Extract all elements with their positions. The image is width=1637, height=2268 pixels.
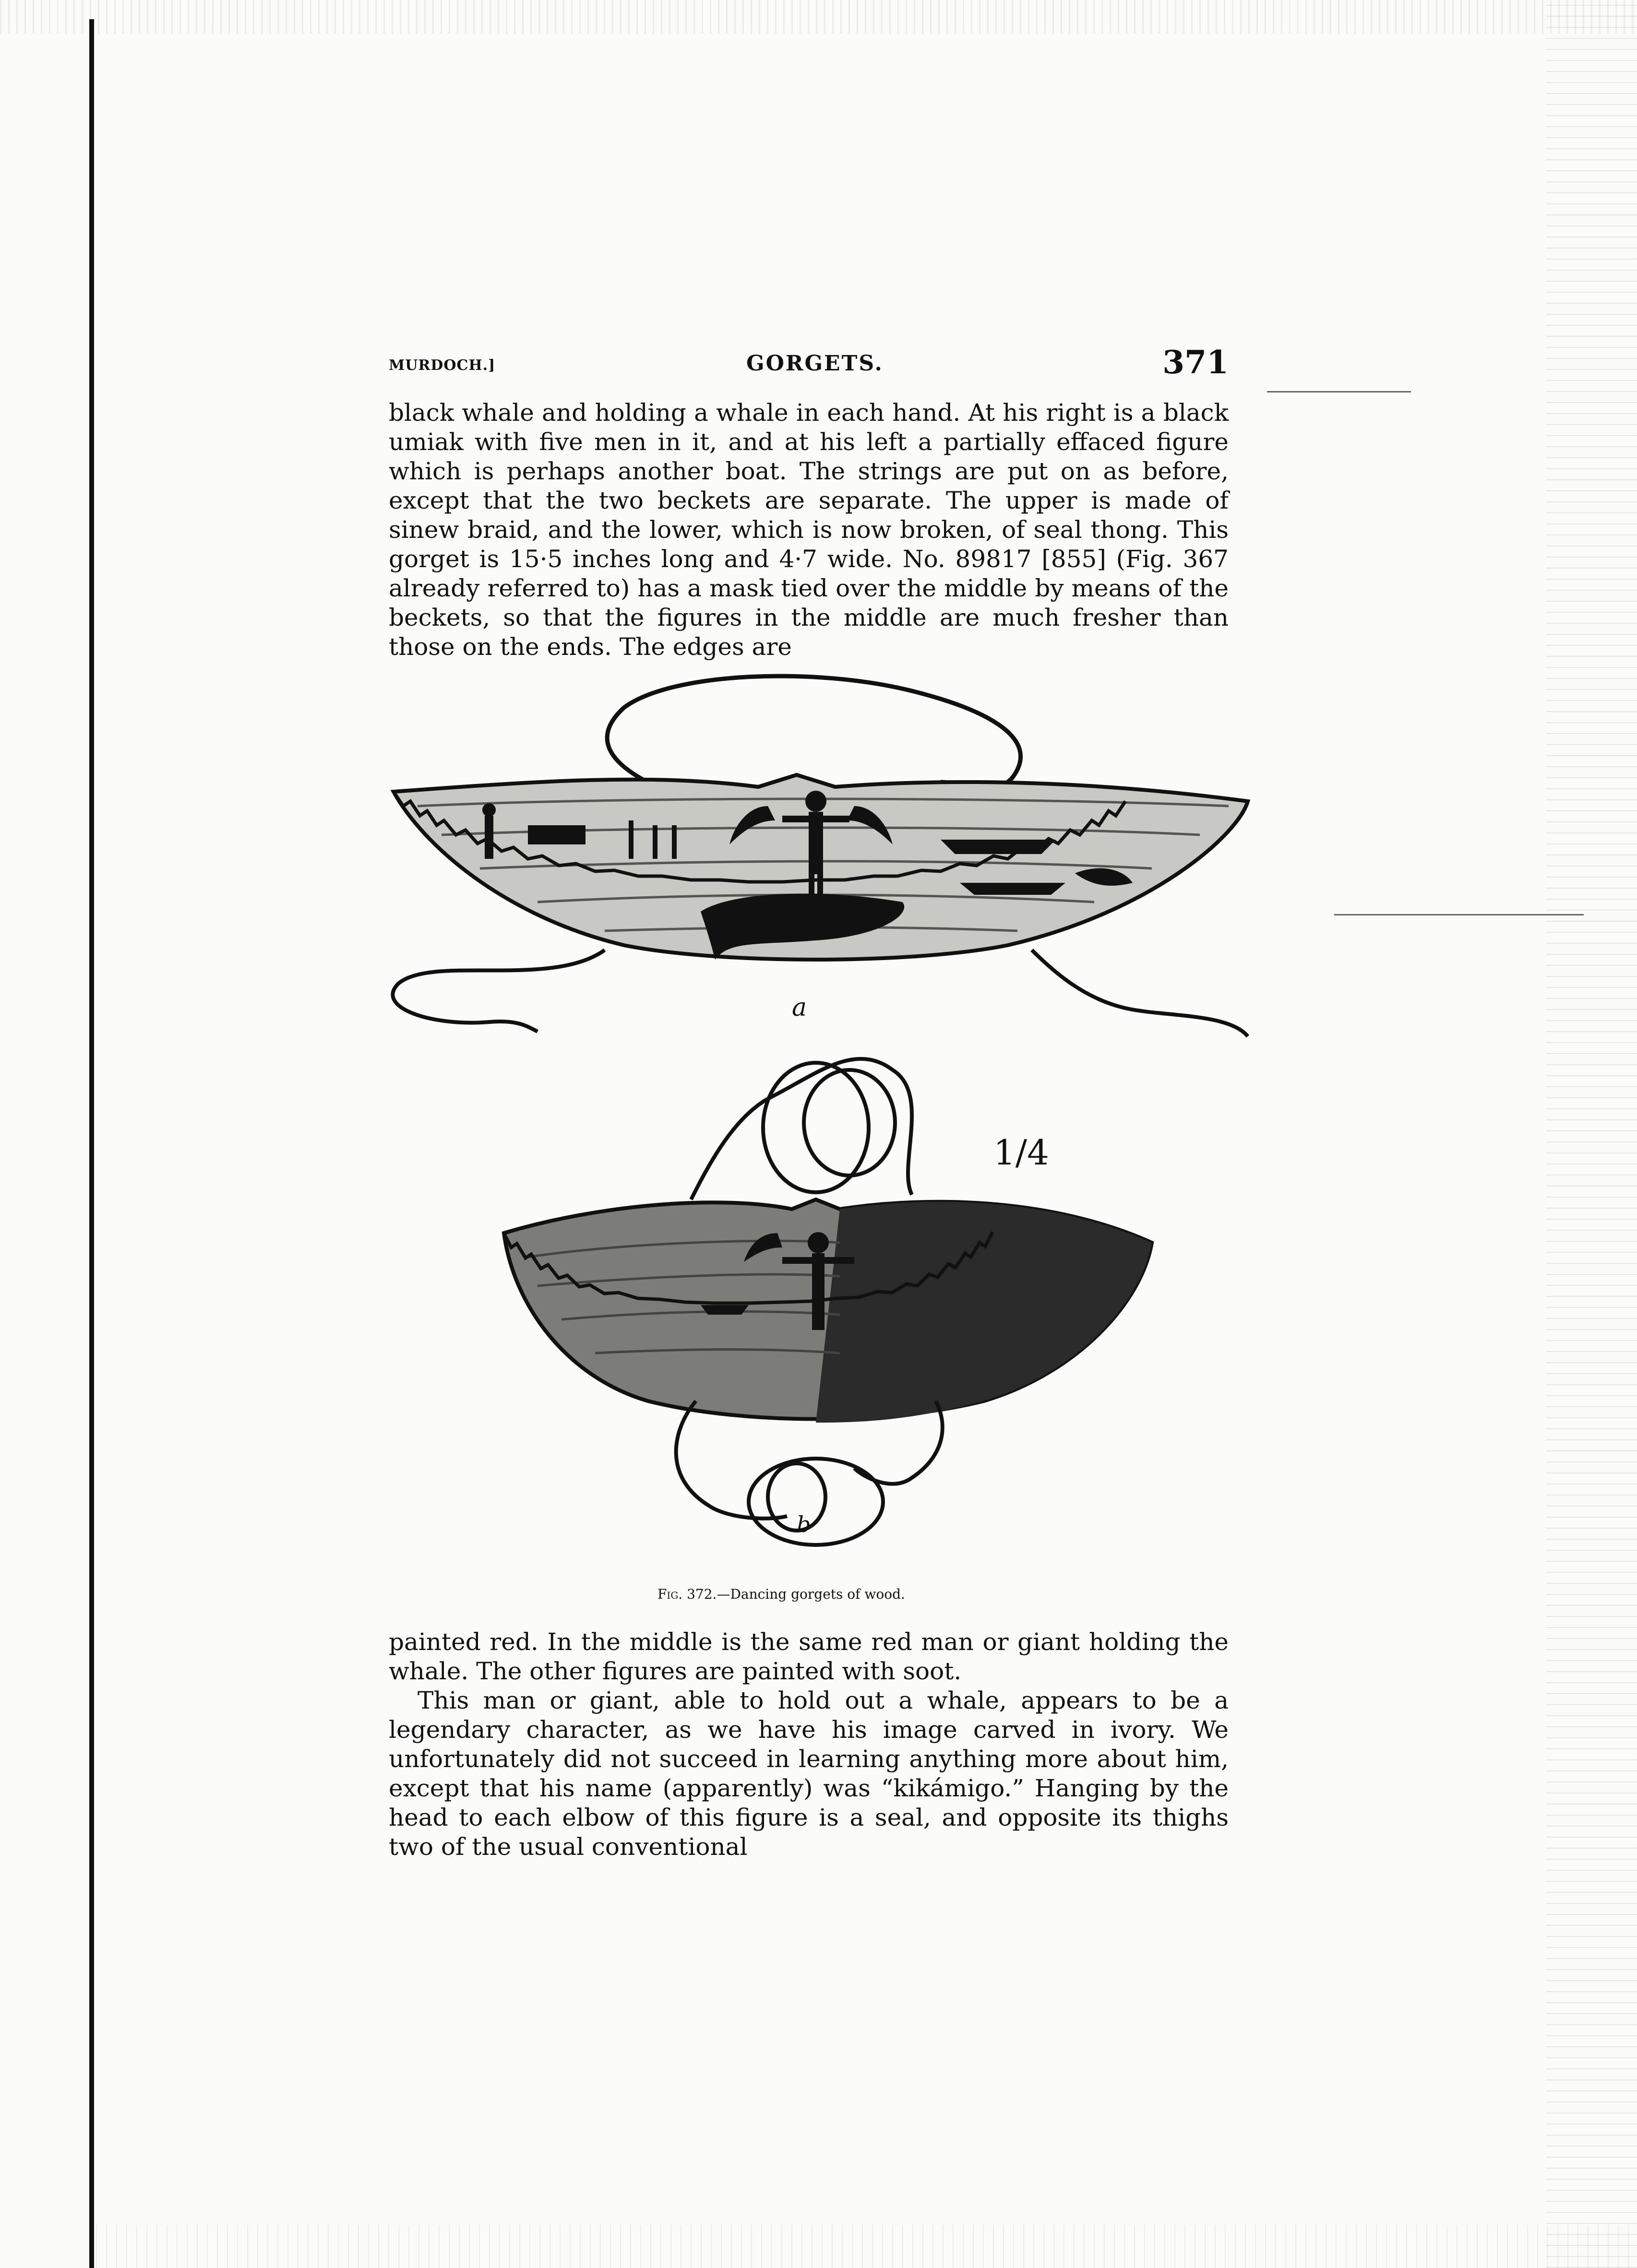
gorget-a-lower-string-right [1032,950,1248,1036]
scan-noise-bottom [96,2225,1637,2268]
gorget-b-dark-side [816,1202,1152,1423]
scan-mark-rule [1267,391,1411,392]
scan-mark-rule [1334,914,1584,915]
paragraph-giant-legend: This man or giant, able to hold out a whale, appears to be a legendary character, as we have his image carved in ivory. We unfortunately did not succeed in learning anything more about him, except that his name (apparently) was “kikámigo.” Hanging by the head to each elbow of this figure is a seal, and opposite its thighs two of the usual conventional [389,1686,1229,1861]
page-number: 371 [1162,344,1229,381]
figure-label-a: a [792,993,807,1022]
scan-noise-right [1546,0,1637,2268]
gorget-a-umiak-2 [960,883,1065,895]
figure-scale: 1/4 [993,1132,1049,1173]
gorget-a-lower-string-left [393,950,605,1032]
figure-caption-text: —Dancing gorgets of wood. [717,1586,905,1602]
scan-noise-top [0,0,1637,34]
gorget-a-upper-string [607,676,1020,787]
running-head [389,346,1229,385]
figure-label-b: b [797,1511,811,1537]
gorget-illustration [336,662,1334,1603]
gorget-a-umiak [941,840,1056,854]
figure-372 [336,662,1334,1603]
body-text-bottom [389,1627,1229,1862]
figure-caption-number: Fig. 372. [657,1586,717,1602]
paragraph-figure-continuation: painted red. In the middle is the same red man or giant holding the whale. The other figures are painted with soot. [389,1628,1229,1685]
figure-caption [657,1586,905,1602]
page-binding-edge [89,19,94,2268]
gorget-b-upper-string [691,1059,912,1199]
gorget-b-umiak [701,1305,749,1315]
running-head-title: GORGETS. [746,351,884,376]
running-head-author: MURDOCH.] [389,357,496,374]
body-text-top [389,398,1229,662]
paragraph-continued: black whale and holding a whale in each hand. At his right is a black umiak with five men in it, and at his left a partially effaced figure which is perhaps another boat. The strings are put on as before, except that the two beckets are separate. The upper is made of sinew braid, and the lower, which is now broken, of seal thong. This gorget is 15·5 inches long and 4·7 wide. No. 89817 [855] (Fig. 367 already referred to) has a mask tied over the middle by means of the beckets, so that the figures in the middle are much fresher than those on the ends. The edges are [389,399,1229,661]
